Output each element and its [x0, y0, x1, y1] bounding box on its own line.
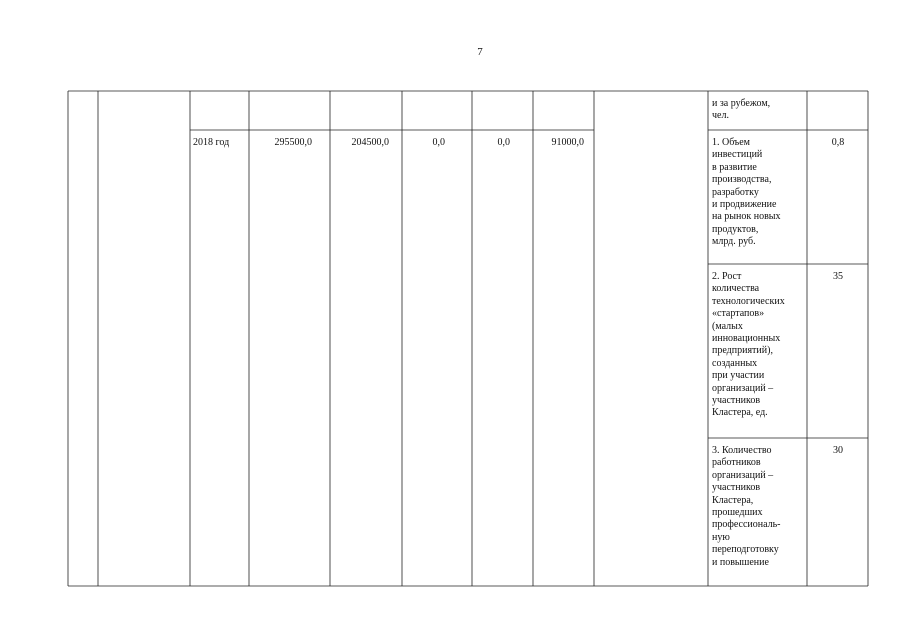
col2-cell: 204500,0 [351, 137, 389, 148]
year-cell: 2018 год [193, 137, 230, 148]
indicator-continuation-text: и за рубежом, чел. [712, 98, 771, 122]
indicator-3-text: 3. Количество работников организаций – участников Кластера, прошедших профессиональ- ную переподготовку и повышение [712, 445, 781, 568]
indicator-1-value: 0,8 [831, 137, 845, 148]
page-number: 7 [477, 46, 483, 58]
col4-cell: 0,0 [497, 137, 510, 148]
total-cell: 295500,0 [274, 137, 312, 148]
col5-cell: 91000,0 [551, 137, 584, 148]
indicator-2-value: 35 [833, 271, 843, 282]
col3-cell: 0,0 [432, 137, 445, 148]
indicator-2-text: 2. Рост количества технологических «стартапов» (малых инновационных предприятий), созданных при участии организаций – участников Кластера, ед. [712, 271, 785, 419]
indicator-1-text: 1. Объем инвестиций в развитие производства, разработку и продвижение на рынок новых продуктов, млрд. руб. [712, 137, 781, 248]
indicator-3-value: 30 [833, 445, 843, 456]
